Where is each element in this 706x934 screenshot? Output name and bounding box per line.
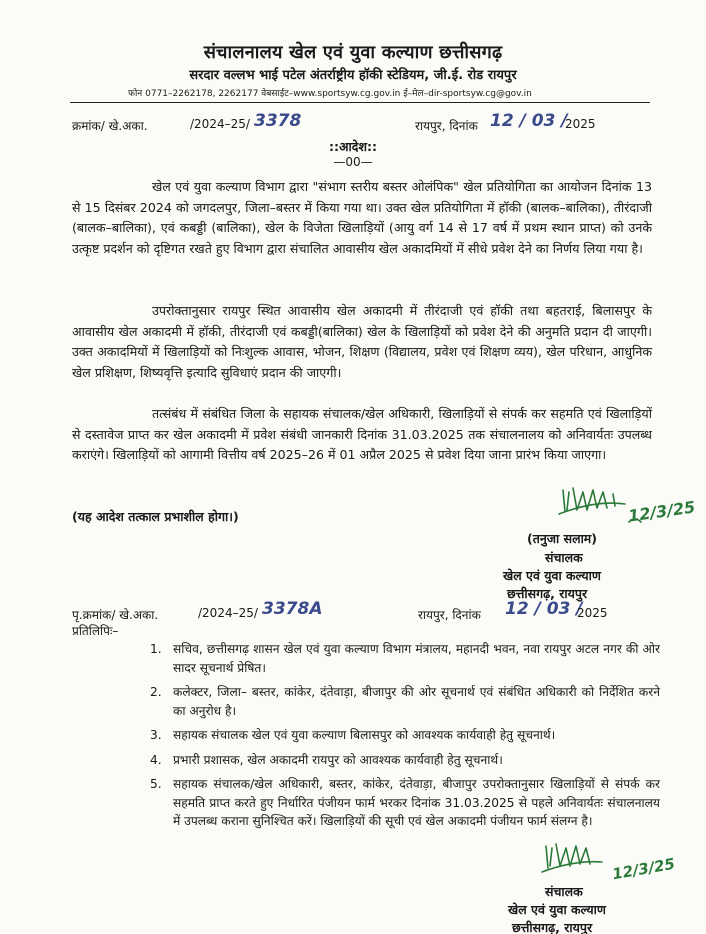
- order-ref-label: क्रमांक/ खे.अका.: [72, 119, 148, 133]
- order-ref-year: /2024–25/: [190, 117, 250, 131]
- endorsement-date-handwritten: 12 / 03 /: [505, 599, 583, 619]
- copy-to-label: प्रतिलिपिः–: [72, 624, 119, 638]
- order-paragraph-3: तत्संबंध में संबंधित जिला के सहायक संचालक/खेल अधिकारी, खिलाड़ियों से संपर्क कर सहमति एवं खिलाड़ियों से दस्तावेज प्राप्त कर खेल अकादमी में प्रवेश संबंधी जानकारी दिनांक 31.03.2025 तक संचालनालय को अनिवार्यतः उपलब्ध कराएंगे। खिलाड़ियों को आगामी वित्तीय वर्ष 2025–26 में 01 अप्रैल 2025 से प्रवेश दिया जाना प्रारंभ किया जाएगा।: [72, 406, 652, 462]
- signature-2-department: खेल एवं युवा कल्याण: [508, 902, 606, 917]
- order-paragraph-2: उपरोक्तानुसार रायपुर स्थित आवासीय खेल अकादमी में तीरंदाजी एवं हॉकी तथा बहतराई, बिलासपुर के आवासीय खेल अकादमी में हॉकी, तीरंदाजी एवं कबड्डी(बालिका) खेल के खिलाड़ियों को प्रवेश देने की अनुमति प्रदान दी जाएगी। उक्त अकादमियों में खिलाड़ियों को निःशुल्क आवास, भोजन, शिक्षण (विद्यालय, प्रवेश एवं शिक्षण व्यय), खेल परिधान, आधुनिक खेल प्रशिक्षण, शिष्यवृत्ति इत्यादि सुविधाएं प्रदान की जाएगी।: [72, 303, 652, 380]
- contact-line: फोन 0771–2262178, 2262177 वेबसाईट–www.sportsyw.cg.gov.in ई–मेल–dir-sportsyw.cg@gov.in: [128, 89, 532, 99]
- signature-1-date: 12/3/25: [627, 497, 697, 526]
- list-item: 5. सहायक संचालक/खेल अधिकारी, बस्तर, कांकेर, दंतेवाड़ा, बीजापुर उपरोक्तानुसार खिलाड़ियों से संपर्क कर सहमति प्राप्त करते हुए निर्धारित पंजीयन फार्म भरकर दिनांक 31.03.2025 से पहले अनिवार्यतः संचालनालय में उपलब्ध कराना सुनिश्चित करें। खिलाड़ियों की सूची एवं खेल अकादमी पंजीयन फार्म संलग्न है।: [150, 777, 660, 828]
- order-title: ::आदेश::: [329, 139, 377, 154]
- order-date-year: 2025: [565, 117, 596, 131]
- list-item: 2. कलेक्टर, जिला– बस्तर, कांकेर, दंतेवाड़ा, बीजापुर की ओर सूचनार्थ एवं संबंधित अधिकारी को निर्देशित करने का अनुरोध है।: [150, 685, 660, 718]
- list-item: 4. प्रभारी प्रशासक, खेल अकादमी रायपुर को आवश्यक कार्यवाही हेतु सूचनार्थ।: [150, 752, 503, 767]
- office-address: सरदार वल्लभ भाई पटेल अंतर्राष्ट्रीय हॉकी स्टेडियम, जी.ई. रोड रायपुर: [189, 68, 517, 83]
- list-item: 3. सहायक संचालक खेल एवं युवा कल्याण बिलासपुर को आवश्यक कार्यवाही हेतु सूचनार्थ।: [150, 728, 556, 742]
- endorsement-ref-label: पृ.क्रमांक/ खे.अका.: [72, 608, 159, 622]
- endorsement-number-handwritten: 3378A: [262, 599, 323, 619]
- office-name-heading: संचालनालय खेल एवं युवा कल्याण छत्तीसगढ़: [203, 42, 503, 63]
- endorsement-date-year: 2025: [577, 606, 608, 620]
- endorsement-place-date-label: रायपुर, दिनांक: [418, 608, 481, 622]
- list-item: 1. सचिव, छत्तीसगढ़ शासन खेल एवं युवा कल्याण विभाग मंत्रालय, महानदी भवन, नवा रायपुर अटल नगर की ओर सादर सूचनार्थ प्रेषित।: [150, 642, 660, 675]
- signature-1-designation: संचालक: [545, 550, 583, 565]
- signature-1-name: (तनुजा सलाम): [527, 531, 597, 546]
- order-date-handwritten: 12 / 03 /: [490, 111, 568, 131]
- signature-2-designation: संचालक: [545, 884, 583, 899]
- effective-note: (यह आदेश तत्काल प्रभाशील होगा।): [72, 509, 239, 524]
- order-paragraph-1: खेल एवं युवा कल्याण विभाग द्वारा "संभाग स्तरीय बस्तर ओलंपिक" खेल प्रतियोगिता का आयोजन दिनांक 13 से 15 दिसंबर 2024 को जगदलपुर, जिला–बस्तर में किया गया था। उक्त खेल प्रतियोगिता में हॉकी (बालक–बालिका), तीरंदाजी (बालक–बालिका), एवं कबड्डी (बालिका), खेल के विजेता खिलाड़ियों (आयु वर्ग 14 से 17 वर्ष में प्रथम स्थान प्राप्त) को उनके उत्कृष्ट प्रदर्शन को दृष्टिगत रखते हुए विभाग द्वारा संचालित आवासीय खेल अकादमियों में सीधे प्रवेश देने का निर्णय लिया गया है।: [72, 179, 652, 256]
- letterhead-rule: [70, 102, 650, 103]
- endorsement-ref-year: /2024–25/: [198, 606, 258, 620]
- order-subtitle: —00—: [333, 155, 373, 169]
- order-place-date-label: रायपुर, दिनांक: [415, 119, 478, 133]
- signature-2-location: छत्तीसगढ़, रायपुर: [512, 920, 593, 934]
- copy-list: [150, 640, 660, 837]
- signature-2-date: 12/3/25: [610, 854, 677, 884]
- signature-1-department: खेल एवं युवा कल्याण: [503, 568, 601, 583]
- order-ref-number-handwritten: 3378: [254, 111, 302, 131]
- signature-1-location: छत्तीसगढ़, रायपुर: [507, 586, 588, 601]
